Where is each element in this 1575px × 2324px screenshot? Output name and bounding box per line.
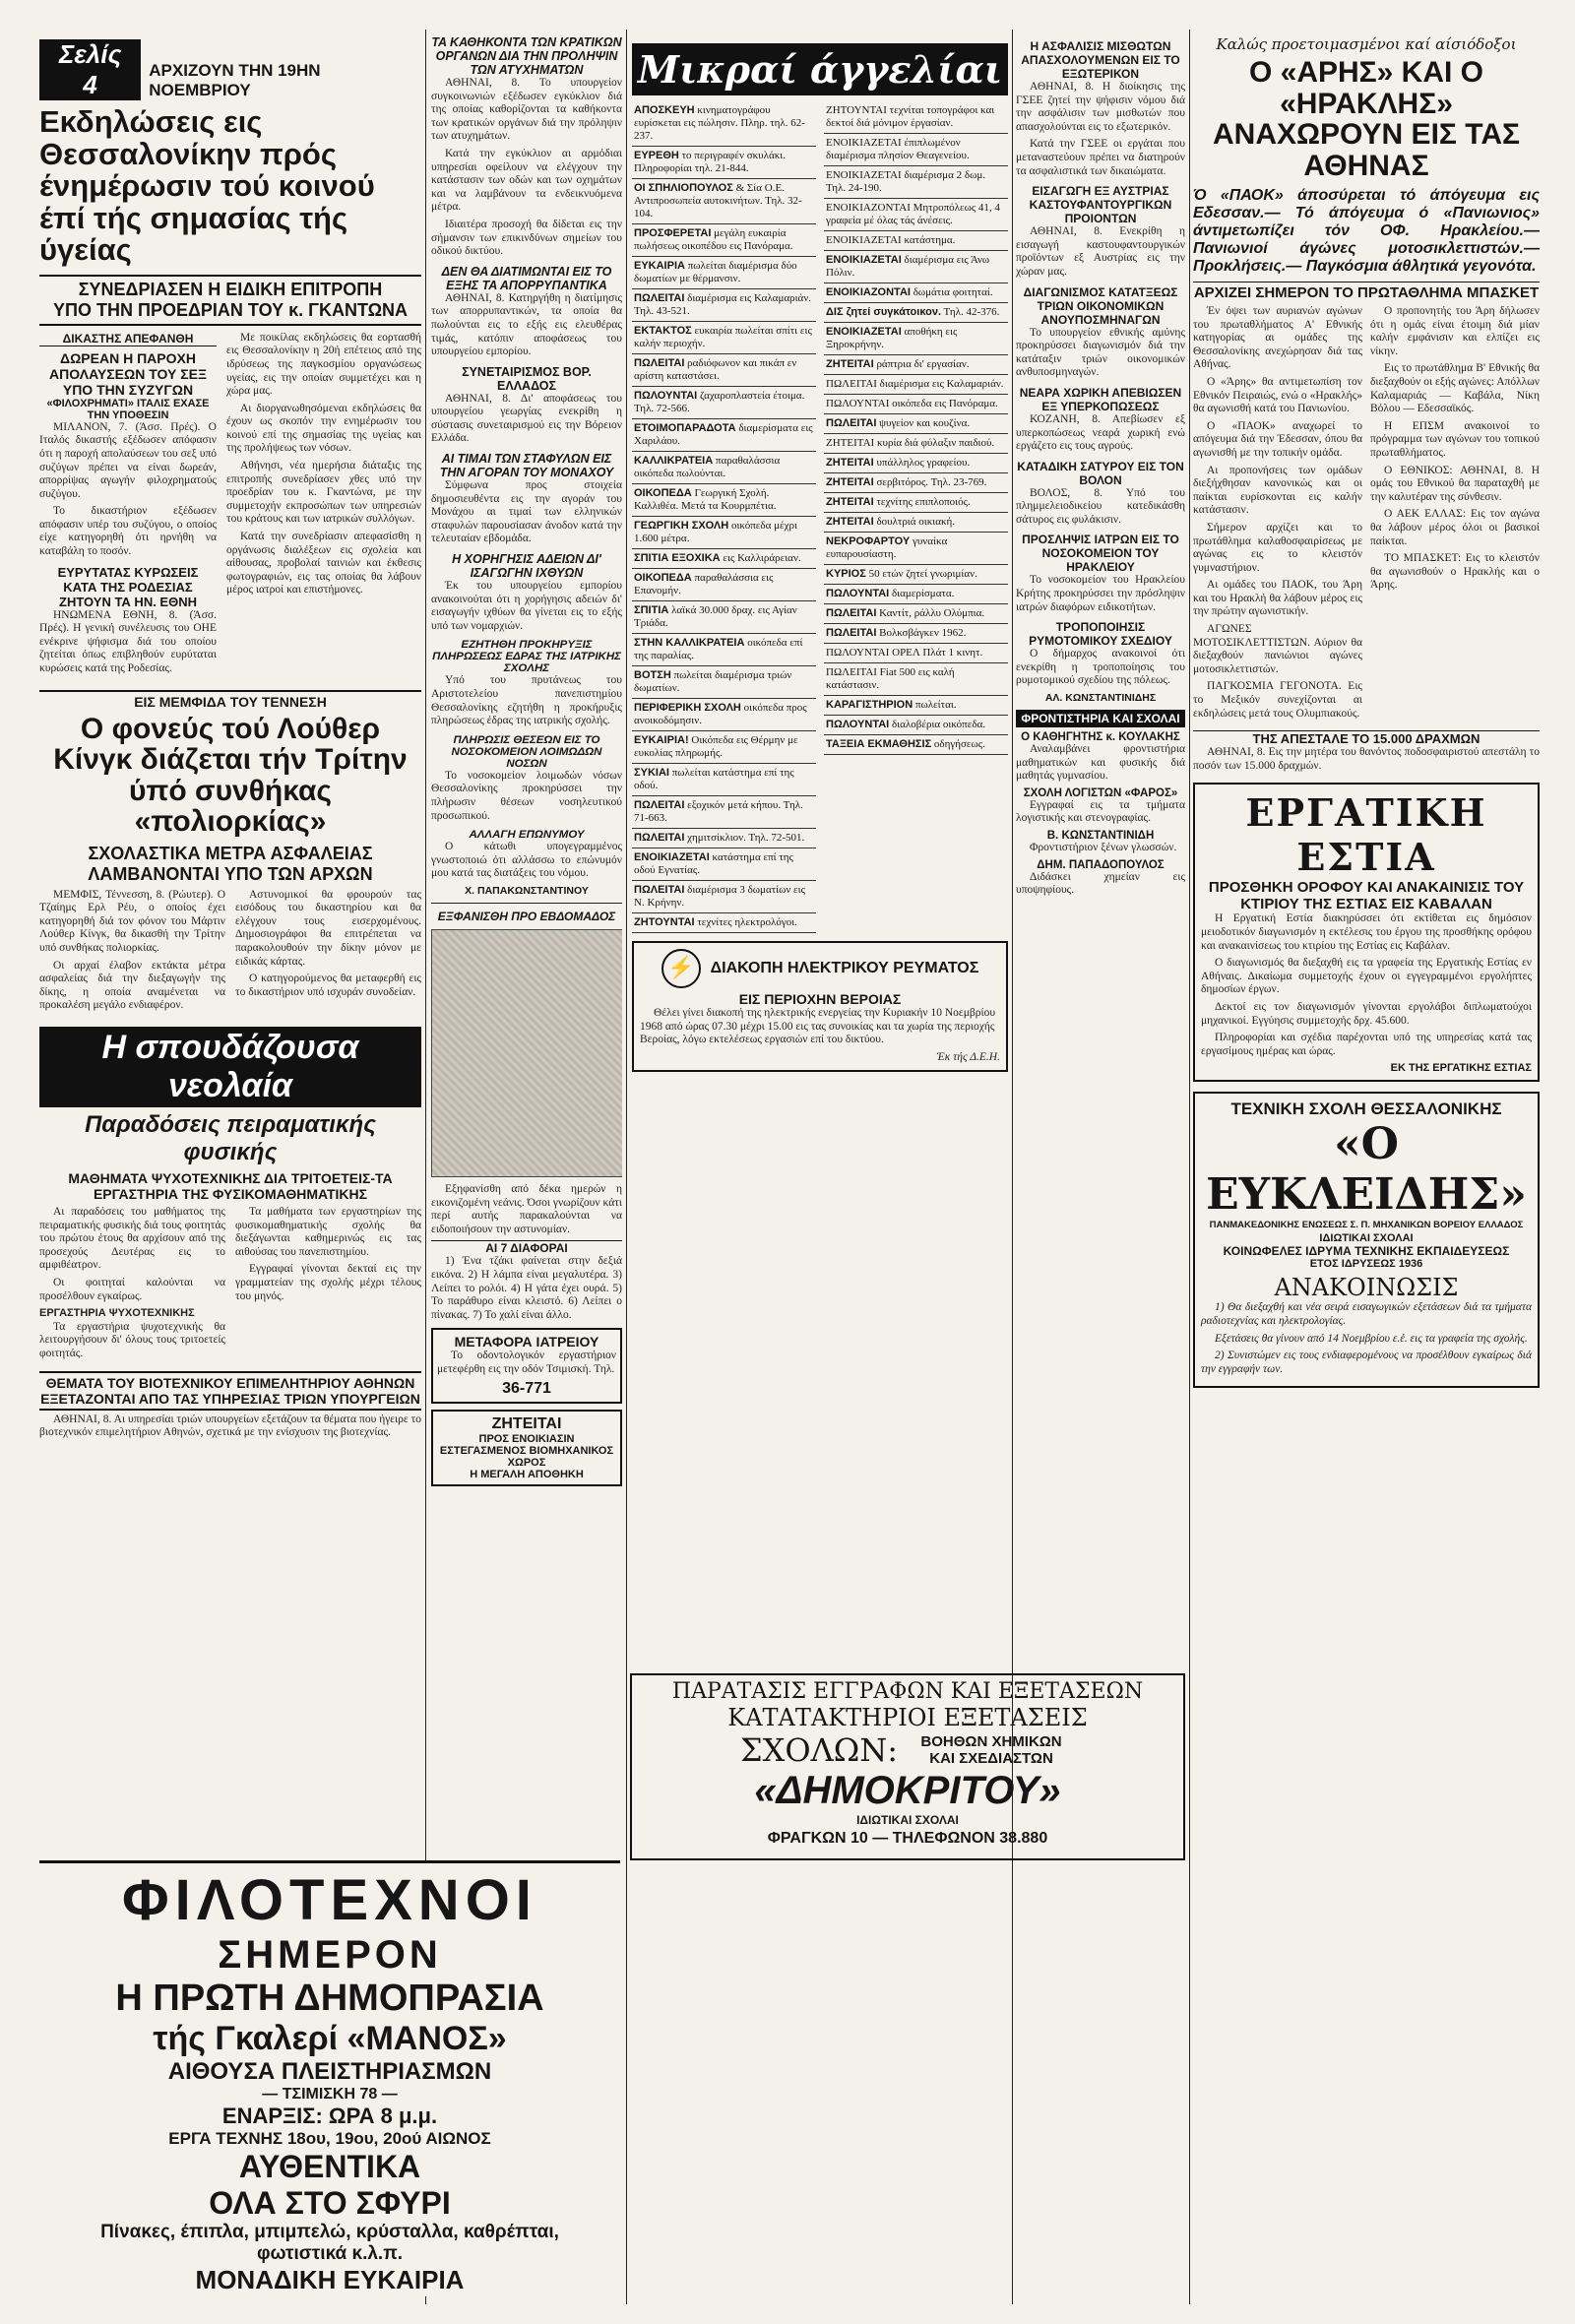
column-5 [1193,0,1540,2324]
classified-ad: ΠΩΛΕΙΤΑΙ εξοχικόν μετά κήπου. Τηλ. 71-663. [632,796,816,829]
classifieds-banner: Μικραί άγγελίαι [632,43,1008,95]
article-body: ΑΘΗΝΑΙ, 8. Δι' αποφάσεως του υπουργείου γεωργίας ενεκρίθη η σύστασις συνεταιρισμού εις την Βόρειον Ελλάδα. [431,392,622,445]
signature: Χ. ΠΑΠΑΚΩΝΣΤΑΝΤΙΝΟΥ [465,884,589,897]
article-body: ΑΘΗΝΑΙ, 8. Το υπουργείον συγκοινωνιών εξέδωσεν εγκύκλιον διά της οποίας καθορίζονται τα καθήκοντα των κρατικών οργάνων διά την πρόληψιν των ατυχημάτων. Κατά την εγκύκλιον αι αρμόδιαι υπηρεσίαι οφείλουν να ελέγχουν την κατάστασιν των οδών και των οχημάτων και να λαμβάνουν τα ενδεικνυόμενα μέτρα. Ιδιαιτέρα προσοχή θα δίδεται εις την σήμανσιν των επικινδύνων σημείων του οδικού δικτύου. [431,77,622,258]
article-body: Έκ του υπουργείου εμπορίου ανακοινούται ότι η χορήγησις αδειών δι' εισαγωγήν ιχθύων θα γίνεται εις το εξής υπό των νομαρχιών. [431,580,622,632]
classified-ad: ΟΙΚΟΠΕΔΑ Γεωργική Σχολή. Καλλιθέα. Μετά τα Κουρμπέτια. [632,484,816,517]
ad-line: ΚΟΙΝΩΦΕΛΕΣ ΙΔΡΥΜΑ ΤΕΧΝΙΚΗΣ ΕΚΠΑΙΔΕΥΣΕΩΣ [1223,1244,1510,1259]
article-body: Με ποικίλας εκδηλώσεις θα εορτασθή εις Θεσσαλονίκην η 20ή επέτειος από της ιδρύσεως της παγκοσμίου οργανώσεως υγείας, εις την οποίαν συμμετέχει και η χώρα μας. Αι διοργανωθησόμεναι εκδηλώσεις θα έχουν ως σκοπόν την ενημέρωσιν του κοινού επί της σημασίας της υγείας και της προλήψεως των νόσων. Αθήνησι, νέα ημερήσια διάταξις της επιτροπής συνεδρίασεν χθες υπό την προεδρίαν του κ. Γκαντώνα, με την συμμετοχήν εκπροσώπων των υπηρεσιών του κράτους και των ιατρικών συλλόγων. Κατά την συνεδρίασιν απεφασίσθη η οργάνωσις διαλέξεων εις σχολεία και αίθουσας, προβολαί ταινιών και έκθεσις φωτογραφιών, εις τας οποίας θα λάβουν μέρος ιατροί και επιστήμονες. [226,331,421,597]
classified-ad: ΠΩΛΕΙΤΑΙ διαμέρισμα 3 δωματίων εις Ν. Κρήνην. [632,881,816,913]
article-subhead: ΣΧΟΛΑΣΤΙΚΑ ΜΕΤΡΑ ΑΣΦΑΛΕΙΑΣ [88,843,373,863]
article-subhead: ΑΡΧΙΖΕΙ ΣΗΜΕΡΟΝ ΤΟ ΠΡΩΤΑΘΛΗΜΑ ΜΠΑΣΚΕΤ [1193,282,1540,301]
section-banner: ΦΡΟΝΤΙΣΤΗΡΙΑ ΚΑΙ ΣΧΟΛΑΙ [1016,710,1185,727]
article-body: Το υπουργείον εθνικής αμύνης προκηρύσσει διαγωνισμόν διά την κατάταξιν τριών οικονομικών ανθυποσμηναγών. [1016,326,1185,379]
article-headline: ΚΑΤΑΔΙΚΗ ΣΑΤΥΡΟΥ ΕΙΣ ΤΟΝ ΒΟΛΟΝ [1017,459,1184,487]
classified-ad: ΖΗΤΕΙΤΑΙ δουλτριά οικιακή. [824,513,1008,533]
column-3 [632,0,1008,1664]
column-2 [431,0,622,1860]
lightning-icon: ⚡ [662,949,701,988]
classified-ad: ΠΩΛΟΥΝΤΑΙ ζαχαροπλαστεία έτοιμα. Τηλ. 72-566. [632,387,816,419]
notice-title: ΕΡΓΑΤΙΚΗ ΕΣΤΙΑ [1245,790,1487,880]
article-headline: ΣΥΝΕΤΑΙΡΙΣΜΟΣ ΒΟΡ. ΕΛΛΑΔΟΣ [462,364,592,393]
article-headline: Η ΧΟΡΗΓΗΣΙΣ ΑΔΕΙΩΝ ΔΙ' ΙΣΑΓΩΓΗΝ ΙΧΘΥΩΝ [452,552,601,581]
ad-line: — ΤΣΙΜΙΣΚΗ 78 — [262,2086,398,2103]
article-body: Αναλαμβάνει φροντιστήρια μαθηματικών και φυσικής διά μαθητάς γυμνασίου. [1016,743,1185,783]
classified-ad: ΕΝΟΙΚΙΑΖΕΤΑΙ διαμέρισμα εις Άνω Πόλιν. [824,251,1008,283]
ad-title: ΖΗΤΕΙΤΑΙ [491,1415,562,1433]
article-body: ΑΘΗΝΑΙ, 8. Αι υπηρεσίαι τριών υπουργείων εξετάζουν τα θέματα που ήγειρε το βιοτεχνικόν επιμελητήριον Αθηνών, σχετικά με την ενίσχυσιν της βιοτεχνίας. [39,1413,421,1439]
article-headline: ΕΙΣΑΓΩΓΗ ΕΞ ΑΥΣΤΡΙΑΣ ΚΑΣΤΟΥΦΑΝΤΟΥΡΓΙΚΩΝ ΠΡΟΙΟΝΤΩΝ [1029,184,1172,226]
ad-line: Πίνακες, έπιπλα, μπιμπελώ, κρύσταλλα, καθρέπται, φωτιστικά κ.λ.π. [100,2222,559,2264]
article-headline: ΔΕΝ ΘΑ ΔΙΑΤΙΜΩΝΤΑΙ ΕΙΣ ΤΟ ΕΞΗΣ ΤΑ ΑΠΟΡΡΥΠΑΝΤΙΚΑ [441,264,612,292]
article-headline: ΔΩΡΕΑΝ Η ΠΑΡΟΧΗ ΑΠΟΛΑΥΣΕΩΝ ΤΟΥ ΣΕΞ ΥΠΟ ΤΗΝ ΣΥΖΥΓΩΝ [49,349,207,398]
notice-signoff: ΕΚ ΤΗΣ ΕΡΓΑΤΙΚΗΣ ΕΣΤΙΑΣ [1390,1062,1532,1075]
classified-ad: ΠΩΛΕΙΤΑΙ ραδιόφωνον και πικάπ εν αρίστη καταστάσει. [632,354,816,387]
classified-ad: ΕΝΟΙΚΙΑΖΟΝΤΑΙ δωμάτια φοιτηταί. [824,283,1008,303]
classified-ad: ΠΩΛΕΙΤΑΙ ψυγείον και κουζίνα. [824,414,1008,434]
classified-ad: ΠΩΛΟΥΝΤΑΙ διαμερίσματα. [824,585,1008,604]
classified-ad: ΔΙΣ ζητεί συγκάτοικον. Τηλ. 42-376. [824,303,1008,323]
article-body: ΜΙΛΑΝΟΝ, 7. (Άσσ. Πρές). Ο Ιταλός δικαστής εξέδωσεν απόφασιν ότι η παροχή απολαύσεων του σεξ υπό συζύγων πρέπει να είναι δωρεάν, απορρίψας αγωγήν φιλοχρηματούς συζύγου. Το δικαστήριον εξέδωσεν απόφασιν υπέρ του συζύγου, ο οποίος είχε κατηγορηθή ότι ηρνήθη να καταβάλη το ποσόν. [39,420,217,558]
classified-ad: ΣΠΙΤΙΑ ΕΞΟΧΙΚΑ εις Καλλιράρειαν. [632,549,816,569]
article-headline: ΑΙ 7 ΔΙΑΦΟΡΑΙ [431,1240,622,1255]
classified-ad: ΕΥΚΑΙΡΙΑ! Οικόπεδα εις Θέρμην με ευκολίας πληρωμής. [632,731,816,764]
article-body: ΜΕΜΦΙΣ, Τέννεσση, 8. (Ρώυτερ). Ο Τζαίημς Ερλ Ρέυ, ο οποίος έχει κατηγορηθή διά τον φόνον του Μάρτιν Λούθερ Κίνγκ, θα δικασθή την Τρίτην υπό συνθήκας πολιορκίας. Οι αρχαί έλαβον εκτάκτα μέτρα ασφαλείας διά την διεξαγωγήν της δίκης, η οποία αναμένεται να προκαλέση μεγάλο ενδιαφέρον. [39,888,225,1012]
main-headline: Εκδηλώσεις εις Θεσσαλονίκην πρός ένημέρωσιν τού κοινού έπί τής σημασίας τής ύγείας [39,104,375,268]
article-body: ΒΟΛΟΣ, 8. Υπό του πλημμελειοδικείου κατεδικάσθη σάτυρος εις φυλάκισιν. [1016,486,1185,526]
tutor-name: ΔΗΜ. ΠΑΠΑΔΟΠΟΥΛΟΣ [1037,858,1165,871]
classified-ad: ΕΝΟΙΚΙΑΖΕΤΑΙ έπιπλωμένον διαμέρισμα πλησίον Θεαγενείου. [824,134,1008,166]
portrait-photo [431,929,622,1177]
article-body: ΗΝΩΜΕΝΑ ΕΘΝΗ, 8. (Άσσ. Πρές). Η γενική συνέλευσις του ΟΗΕ ενέκρινε ψήφισμα διά του οποίου ζητείται όπως επιβληθούν ευρύταται κυρώσεις κατά της Ροδεσίας. [39,608,217,675]
article-headline: ΠΛΗΡΩΣΙΣ ΘΕΣΕΩΝ ΕΙΣ ΤΟ ΝΟΣΟΚΟΜΕΙΟΝ ΛΟΙΜΩΔΩΝ ΝΟΣΩΝ [451,733,602,770]
article-body: ΑΘΗΝΑΙ, 8. Εις την μητέρα του θανόντος ποδοσφαιριστού απεστάλη το ποσόν των 15.000 δραχμών. [1193,746,1540,772]
classified-ad: ΠΩΛΟΥΝΤΑΙ διαλοβέρια οικόπεδα. [824,716,1008,735]
workers-hearth-notice [1193,783,1540,1082]
transfer-ad [431,1328,622,1404]
classified-ad: ΣΠΙΤΙΑ λαϊκά 30.000 δραχ. εις Αγίαν Τριάδα. [632,601,816,634]
classified-ad: ΠΩΛΕΙΤΑΙ Βολκσβάγκεν 1962. [824,624,1008,644]
ad-line: ΜΟΝΑΔΙΚΗ ΕΥΚΑΙΡΙΑ [195,2265,465,2294]
tutor-name: Β. ΚΩΝΣΤΑΝΤΙΝΙΔΗ [1046,830,1155,842]
sports-deck: Ό «ΠΑΟΚ» άποσύρεται τό άπόγευμα εις Εδεσσαν.— Τό άπόγευμα ό «Πανιωνιος» άντιμετωπίζει τόν ΟΦ. Ηρακλείου.— Πανιωνιοί άγώνες μοτοσικλεττιστών.— Προκλήσεις.— Παγκόσμια άθλητικά γεγονότα. [1193,187,1540,275]
ad-line: Η ΠΡΩΤΗ ΔΗΜΟΠΡΑΣΙΑ [115,1978,544,2019]
ad-body: Το οδοντολογικόν εργαστήριον μετεφέρθη εις την οδόν Τσιμισκή. Τηλ. [437,1350,616,1375]
article-subhead: ΜΑΘΗΜΑΤΑ ΨΥΧΟΤΕΧΝΙΚΗΣ ΔΙΑ ΤΡΙΤΟΕΤΕΙΣ-ΤΑ ΕΡΓΑΣΤΗΡΙΑ ΤΗΣ ΦΥΣΙΚΟΜΑΘΗΜΑΤΙΚΗΣ [68,1169,393,1202]
article-subhead: ΛΑΜΒΑΝΟΝΤΑΙ ΥΠΟ ΤΩΝ ΑΡΧΩΝ [88,863,373,884]
ad-title: «Ο ΕΥΚΛΕΙΔΗΣ» [1206,1119,1527,1221]
classified-ad: ΠΡΟΣΦΕΡΕΤΑΙ μεγάλη ευκαιρία πωλήσεως οικοπέδου εις Πανόραμα. [632,224,816,257]
article-headline: ΤΗΣ ΑΠΕΣΤΑΛΕ ΤΟ 15.000 ΔΡΑΧΜΩΝ [1193,730,1540,746]
article-body: Ο προπονητής του Άρη δήλωσεν ότι η ομάς είναι έτοιμη διά μίαν καλήν εμφάνισιν και ελπίζει εις νίκην. Εις το πρωτάθλημα Β' Εθνικής θα διεξαχθούν οι εξής αγώνες: Απόλλων Καλαμαριάς — Καβάλα, Νίκη Βόλου — Εδεσσαϊκός. Η ΕΠΣΜ ανακοινοί το πρόγραμμα των αγώνων του τοπικού πρωταθλήματος. Ο ΕΘΝΙΚΟΣ: ΑΘΗΝΑΙ, 8. Η ομάς του Εθνικού θα παραταχθή με την καλυτέραν της σύνθεσιν. Ο ΑΕΚ ΕΛΛΑΣ: Εις τον αγώνα θα λάβουν μέρος όλοι οι βασικοί παίκται. ΤΟ ΜΠΑΣΚΕΤ: Εις το κλειστόν θα αγωνισθούν ο Ηρακλής και ο Άρης. [1370,305,1540,592]
article-headline: Παραδόσεις πειραματικής φυσικής [85,1110,376,1165]
classified-ad: ΚΑΛΛΙΚΡΑΤΕΙΑ παραθαλάσσια οικόπεδα πωλούνται. [632,452,816,484]
article-body: Αι παραδόσεις του μαθήματος της πειραματικής φυσικής διά τους φοιτητάς του πρώτου έτους θα αρχίσουν από της προσεχούς Δευτέρας εις το αμφιθέατρον. Οι φοιτηταί καλούνται να προσέλθουν εγκαίρως. ΕΡΓΑΣΤΗΡΙΑ ΨΥΧΟΤΕΧΝΙΚΗΣ Τα εργαστήρια ψυχοτεχνικής θα λειτουργήσουν δι' όλους τους τριτοετείς φοιτητάς. [39,1205,225,1359]
classified-ad: ΚΥΡΙΟΣ 50 ετών ζητεί γνωριμίαν. [824,565,1008,585]
classified-ad: ΝΕΚΡΟΦΑΡΤΟΥ γυναίκα ευπαρουσίαστη. [824,533,1008,565]
article-headline: ΕΥΡΥΤΑΤΑΣ ΚΥΡΩΣΕΙΣ ΚΑΤΑ ΤΗΣ ΡΟΔΕΣΙΑΣ ΖΗΤΟΥΝ ΤΑ ΗΝ. ΕΘΝΗ [57,564,199,609]
classified-ad: ΕΤΟΙΜΟΠΑΡΑΔΟΤΑ διαμερίσματα εις Χαριλάου. [632,419,816,452]
article-body: Εξηφανίσθη από δέκα ημερών η εικονιζομένη νεάνις. Όσοι γνωρίζουν κάτι περί αυτής παρακαλούνται να ειδοποιήσουν την αστυνομίαν. [431,1182,622,1235]
notice-signoff: Έκ τής Δ.Ε.Η. [936,1050,1000,1063]
classifieds-column [632,101,816,933]
ad-line: ΕΝΑΡΞΙΣ: ΩΡΑ 8 μ.μ. [221,2104,438,2128]
article-body: Τα μαθήματα των εργαστηρίων της φυσικομαθηματικής σχολής θα διεξάγωνται καθημερινώς εις τας αιθούσας του πανεπιστημίου. Εγγραφαί γίνονται δεκταί εις την γραμματείαν της σχολής μέχρι τέλους του μηνός. [235,1205,421,1302]
article-headline: ΘΕΜΑΤΑ ΤΟΥ ΒΙΟΤΕΧΝΙΚΟΥ ΕΠΙΜΕΛΗΤΗΡΙΟΥ ΑΘΗΝΩΝ ΕΞΕΤΑΖΟΝΤΑΙ ΑΠΟ ΤΑΣ ΥΠΗΡΕΣΙΑΣ ΤΡΙΩΝ ΥΠΟΥΡΓΕΙΩΝ [39,1371,421,1411]
article-body: Αστυνομικοί θα φρουρούν τας εισόδους του δικαστηρίου και θα ελέγχουν τους εισερχομένους. Δημοσιογράφοι θα επιτρέπεται να παρακολουθούν την δίκην μόνον με ειδικάς κάρτας. Ο κατηγορούμενος θα μεταφερθή εις το δικαστήριον υπό ισχυράν συνοδείαν. [235,888,421,998]
subhead: ΥΠΟ ΤΗΝ ΠΡΟΕΔΡΙΑΝ ΤΟΥ κ. ΓΚΑΝΤΩΝΑ [39,300,421,326]
ad-line: ΒΟΗΘΩΝ ΧΗΜΙΚΩΝ ΚΑΙ ΣΧΕΔΙΑΣΤΩΝ [920,1733,1062,1767]
subhead: ΣΥΝΕΔΡΙΑΣΕΝ Η ΕΙΔΙΚΗ ΕΠΙΤΡΟΠΗ [39,275,421,300]
article-body: ΑΘΗΝΑΙ, 8. Κατηργήθη η διατίμησις των απορρυπαντικών, τα οποία θα πωλούνται εις το εξής εις ελευθέρας τιμάς, κατόπιν αποφάσεως του υπουργείου εμπορίου. [431,291,622,358]
classified-ad: ΖΗΤΕΙΤΑΙ υπάλληλος γραφείου. [824,454,1008,473]
notice-subtitle: ΕΙΣ ΠΕΡΙΟΧΗΝ ΒΕΡΟΙΑΣ [738,991,902,1007]
article-body: Ο κάτωθι υπογεγραμμένος γνωστοποιώ ότι αλλάσσω το επώνυμόν μου κατά τας διατάξεις του νόμου. [431,841,622,880]
ad-title: ΦΙΛΟΤΕΧΝΟΙ [122,1868,537,1932]
ad-title: ΜΕΤΑΦΟΡΑ ΙΑΤΡΕΙΟΥ [454,1334,599,1350]
article-body: Ο δήμαρχος ανακοινοί ότι ενεκρίθη η τροποποίησις του ρυμοτομικού σχεδίου της πόλεως. [1016,648,1185,687]
classified-ad: ΠΩΛΕΙΤΑΙ Καντίτ, ράλλυ Ολύμπια. [824,604,1008,624]
classified-ad: ΕΚΤΑΚΤΟΣ ευκαιρία πωλείται σπίτι εις καλήν περιοχήν. [632,322,816,354]
classified-ad: ΖΗΤΕΙΤΑΙ ράπτρια δι' εργασίαν. [824,355,1008,375]
section-label: ΕΡΓΑΣΤΗΡΙΑ ΨΥΧΟΤΕΧΝΙΚΗΣ [39,1307,195,1320]
date-line: ΑΡΧΙΖΟΥΝ ΤΗΝ 19ΗΝ ΝΟΕΜΒΡΙΟΥ [149,61,321,99]
article-headline: ΤΡΟΠΟΠΟΙΗΣΙΣ ΡΥΜΟΤΟΜΙΚΟΥ ΣΧΕΔΙΟΥ [1029,620,1172,649]
ad-line: ΟΛΑ ΣΤΟ ΣΦΥΡΙ [209,2185,451,2221]
ad-line: ΣΗΜΕΡΟΝ [218,1933,442,1977]
classified-ad: ΠΕΡΙΦΕΡΙΚΗ ΣΧΟΛΗ οικόπεδα προς ανοικοδόμησιν. [632,699,816,731]
classified-ad: ΕΝΟΙΚΙΑΖΕΤΑΙ κατάστημα επί της οδού Εγνατίας. [632,848,816,881]
classified-ad: ΕΝΟΙΚΙΑΖΕΤΑΙ διαμέρισμα 2 δωμ. Τηλ. 24-190. [824,166,1008,199]
classified-ad: ΕΝΟΙΚΙΑΖΕΤΑΙ κατάστημα. [824,231,1008,251]
ad-subtitle: ΑΝΑΚΟΙΝΩΣΙΣ [1274,1274,1459,1302]
classified-ad: ΕΥΚΑΙΡΙΑ πωλείται διαμέρισμα δύο δωματίων με θέρμανσιν. [632,257,816,289]
classified-ad: ΟΙΚΟΠΕΔΑ παραθαλάσσια εις Επανομήν. [632,569,816,601]
classified-ad: ΖΗΤΕΙΤΑΙ κυρία διά φύλαξιν παιδιού. [824,434,1008,454]
section-label: ΕΙΣ ΜΕΜΦΙΔΑ ΤΟΥ ΤΕΝΝΕΣΗ [39,690,421,710]
ad-line: ΠΑΡΑΤΑΣΙΣ ΕΓΓΡΑΦΩΝ ΚΑΙ ΕΞΕΤΑΣΕΩΝ [671,1679,1144,1704]
classified-ad: ΕΥΡΕΘΗ το περιγραφέν σκυλάκι. Πληροφορίαι τηλ. 21-844. [632,147,816,179]
classified-ad: ΖΗΤΟΥΝΤΑΙ τεχνίται τοπογράφοι και δεκτοί διά μόνιμον έργασίαν. [824,101,1008,134]
article-body: ΚΟΖΑΝΗ, 8. Απεβίωσεν εξ υπερκοπώσεως νεαρά χωρική ενώ εργάζετο εις τους αγρούς. [1016,412,1185,453]
sports-headline: Ο «ΑΡΗΣ» ΚΑΙ Ο «ΗΡΑΚΛΗΣ» ΑΝΑΧΩΡΟΥΝ ΕΙΣ ΤΑΣ ΑΘΗΝΑΣ [1212,56,1521,182]
article-headline: ΔΙΑΓΩΝΙΣΜΟΣ ΚΑΤΑΤΞΕΩΣ ΤΡΙΩΝ ΟΙΚΟΝΟΜΙΚΩΝ ΑΝΟΥΠΟΣΜΗΝΑΓΩΝ [1023,284,1178,327]
article-body: Το νοσοκομείον λοιμωδών νόσων Θεσσαλονίκης προκηρύσσει την πλήρωσιν θέσεων νοσηλευτικού προσωπικού. [431,769,622,822]
classified-ad: ΠΩΛΟΥΝΤΑΙ ΟΡΕΛ Πλάτ 1 κινητ. [824,644,1008,663]
wanted-ad [431,1410,622,1486]
signature: ΑΛ. ΚΩΝΣΤΑΝΤΙΝΙΔΗΣ [1044,692,1157,705]
article-kicker: Καλώς προετοιμασμένοι καί αίσιόδοξοι [1216,35,1517,53]
ad-line: ΑΥΘΕΝΤΙΚΑ [238,2149,421,2184]
page-badge: Σελίς 4 [39,39,141,100]
article-headline: Η ΑΣΦΑΛΙΣΙΣ ΜΙΣΘΩΤΩΝ ΑΠΑΣΧΟΛΟΥΜΕΝΩΝ ΕΙΣ ΤΟ ΕΞΩΤΕΡΙΚΟΝ [1021,39,1180,81]
ad-line: ΙΔΙΩΤΙΚΑΙ ΣΧΟΛΑΙ [1319,1232,1414,1245]
classified-ad: ΤΑΞΕΙΑ ΕΚΜΑΘΗΣΙΣ οδηγήσεως. [824,735,1008,755]
article-body: Το νοσοκομείον του Ηρακλείου Κρήτης προκηρύσσει την πρόσληψιν ιατρών διαφόρων ειδικοτήτων. [1016,574,1185,613]
classified-ad: ΠΩΛΕΙΤΑΙ διαμέρισμα εις Καλαμαριάν. [824,375,1008,395]
article-body: ΑΘΗΝΑΙ, 8. Ενεκρίθη η εισαγωγή καστουφαντουργικών προϊόντων εξ Αυστρίας εις την χώραν μας. [1016,225,1185,278]
ad-line: Η ΜΕΓΑΛΗ ΑΠΟΘΗΚΗ [470,1469,584,1481]
notice-body: Θέλει γίνει διακοπή της ηλεκτρικής ενεργείας την Κυριακήν 10 Νοεμβρίου 1968 από ώρας 07.30 μέχρι 15.00 εις τας συνοικίας και τα χωρία της περιοχής Βεροίας, λόγω εκτελέσεως εργασιών επί του δικτύου. [640,1007,996,1046]
auction-ad [39,1860,620,2296]
ad-line: ΕΤΟΣ ΙΔΡΥΣΕΩΣ 1936 [1309,1258,1423,1271]
section-banner: Η σπουδάζουσα νεολαία [39,1027,421,1107]
classifieds-column [824,101,1008,933]
article-headline: ΑΛΛΑΓΗ ΕΠΩΝΥΜΟΥ [469,829,585,842]
article-body: ΑΘΗΝΑΙ, 8. Η διοίκησις της ΓΣΕΕ ζητεί την ψήφισιν νόμου διά την ασφάλισιν των μισθωτών που απασχολούνται εις το εξωτερικόν. Κατά την ΓΣΕΕ οι εργάται που μεταναστεύουν πρέπει να διατηρούν τα ασφαλιστικά των δικαιώματα. [1016,81,1185,177]
classified-ad: ΚΑΡΑΓΙΣΤΗΡΙΟΝ πωλείται. [824,696,1008,716]
ad-line: ΤΕΧΝΙΚΗ ΣΧΟΛΗ ΘΕΣΣΑΛΟΝΙΚΗΣ [1230,1099,1502,1119]
ad-body: 1) Θα διεξαχθή και νέα σειρά εισαγωγικών εξετάσεων διά τα τμήματα ραδιοτεχνίας και ηλεκτρολογίας. Εξετάσεις θα γίνουν από 14 Νοεμβρίου ε.έ. εις τα γραφεία της σχολής. 2) Συνιστώμεν εις τους ενδιαφερομένους να προσέλθουν εγκαίρως διά την εγγραφήν των. [1201,1301,1532,1375]
column-rule [626,30,627,2304]
column-rule [1012,30,1013,2304]
column-4 [1016,0,1185,1664]
tutor-name: ΣΧΟΛΗ ΛΟΓΙΣΤΩΝ «ΦΑΡΟΣ» [1023,786,1178,799]
article-subhead: «ΦΙΛΟΧΡΗΜΑΤΙ» ΙΤΑΛΙΣ ΕΧΑΣΕ ΤΗΝ ΥΠΟΘΕΣΙΝ [46,397,210,421]
classified-ad: ΖΗΤΕΙΤΑΙ σερβιτόρος. Τηλ. 23-769. [824,473,1008,493]
article-headline: ΤΑ ΚΑΘΗΚΟΝΤΑ ΤΩΝ ΚΡΑΤΙΚΩΝ ΟΡΓΑΝΩΝ ΔΙΑ ΤΗΝ ΠΡΟΛΗΨΙΝ ΤΩΝ ΑΤΥΧΗΜΑΤΩΝ [431,35,622,77]
article-body: Υπό του πρυτάνεως του Αριστοτελείου πανεπιστημίου Θεσσαλονίκης εζητήθη η προκήρυξις πληρώσεως έδρας της ιατρικής σχολής. [431,674,622,727]
article-headline: ΠΡΟΣΛΗΨΙΣ ΙΑΤΡΩΝ ΕΙΣ ΤΟ ΝΟΣΟΚΟΜΕΙΟΝ ΤΟΥ ΗΡΑΚΛΕΙΟΥ [1022,533,1179,575]
article-body: Σύμφωνα προς στοιχεία δημοσιευθέντα εις την αγοράν του Μονάχου αι τιμαί των ελληνικών σταφυλών παρουσίασαν άνοδον κατά την τελευταίαν εβδομάδα. [431,479,622,545]
article-body: Διδάσκει χημείαν εις υποψηφίους. [1016,870,1185,897]
classified-ad: ΖΗΤΕΙΤΑΙ τεχνίτης επιπλοποιός. [824,493,1008,513]
classified-ad: ΕΝΟΙΚΙΑΖΕΤΑΙ αποθήκη εις Ξηροκρήνην. [824,323,1008,355]
article-body: 1) Ένα τζάκι φαίνεται στην δεξιά εικόνα. 2) Η λάμπα είναι μεγαλυτέρα. 3) Λείπει το ρολόι. 4) Η γάτα έχει ουρά. 5) Το παράθυρο είναι κλειστό. 6) Λείπει ο πίνακας. 7) Το χαλί είναι άλλο. [431,1255,622,1321]
ad-line: ΣΧΟΛΩΝ: [739,1731,899,1769]
article-headline: ΑΙ ΤΙΜΑΙ ΤΩΝ ΣΤΑΦΥΛΩΝ ΕΙΣ ΤΗΝ ΑΓΟΡΑΝ ΤΟΥ ΜΟΝΑΧΟΥ [439,452,614,480]
ad-line: ΑΙΘΟΥΣΑ ΠΛΕΙΣΤΗΡΙΑΣΜΩΝ [167,2058,492,2085]
ad-line: ΠΡΟΣ ΕΝΟΙΚΙΑΣΙΝ ΕΣΤΕΓΑΣΜΕΝΟΣ ΒΙΟΜΗΧΑΝΙΚΟΣ ΧΩΡΟΣ [439,1433,614,1470]
article-body: Έν όψει των αυριανών αγώνων του πρωταθλήματος Α' Εθνικής κατηγορίας αι ομάδες της Θεσσαλονίκης ανεχώρησαν διά τας Αθήνας. Ο «Άρης» θα αντιμετωπίση τον Εθνικόν Πειραιώς, ενώ ο «Ηρακλής» θα αγωνισθή κατά του Πανιωνίου. Ο «ΠΑΟΚ» αναχωρεί το απόγευμα διά την Έδεσσαν, όπου θα αγωνισθή με την τοπικήν ομάδα. Αι προπονήσεις των ομάδων διεξήχθησαν κανονικώς και οι παίκται ευρίσκονται εις καλήν κατάστασιν. Σήμερον αρχίζει και το πρωτάθλημα καλαθοσφαιρίσεως με αγώνας εις το κλειστόν γυμναστήριον. Αι ομάδες του ΠΑΟΚ, του Άρη και του Ηρακλή θα λάβουν μέρος εις την πρώτην αγωνιστικήν. ΑΓΩΝΕΣ ΜΟΤΟΣΙΚΛΕΤΤΙΣΤΩΝ. Αύριον θα διεξαχθούν πανιώνιοι αγώνες μοτοσικλεττιστών. ΠΑΓΚΟΣΜΙΑ ΓΕΓΟΝΟΤΑ. Εις το Μεξικόν συνεχίζονται αι εκδηλώσεις μετά τους Ολυμπιακούς. [1193,305,1362,720]
article-headline: ΝΕΑΡΑ ΧΩΡΙΚΗ ΑΠΕΒΙΩΣΕΝ ΕΞ ΥΠΕΡΚΟΠΩΣΕΩΣ [1019,385,1182,413]
ad-title: «ΔΗΜΟΚΡΙΤΟΥ» [754,1769,1061,1812]
article-headline: ΕΞΦΑΝΙΣΘΗ ΠΡΟ ΕΒΔΟΜΑΔΟΣ [437,909,616,923]
article-body: Εγγραφαί εις τα τμήματα λογιστικής και στενογραφίας. [1016,798,1185,825]
article-headline: Ο φονεύς τού Λούθερ Κίνγκ διάζεται τήν Τρίτην ύπό συνθήκας «πολιορκίας» [53,712,408,839]
classified-ad: ΕΝΟΙΚΙΑΖΟΝΤΑΙ Μητροπόλεως 41, 4 γραφεία μέ όλας τάς άνέσεις. [824,199,1008,231]
classified-ad: ΠΩΛΕΙΤΑΙ χημιτσίκλιον. Τηλ. 72-501. [632,829,816,848]
classified-ad: ΣΥΚΙΑΙ πωλείται κατάστημα επί της οδού. [632,764,816,796]
ad-line: ΕΡΓΑ ΤΕΧΝΗΣ 18ου, 19ου, 20ού ΑΙΩΝΟΣ [168,2129,491,2148]
classified-ad: ΣΤΗΝ ΚΑΛΛΙΚΡΑΤΕΙΑ οικόπεδα επί της παραλίας. [632,634,816,666]
ad-line: ΙΔΙΩΤΙΚΑΙ ΣΧΟΛΑΙ [856,1813,959,1827]
classified-ad: ΒΟΤΣΗ πωλείται διαμέρισμα τριών δωματίων. [632,666,816,699]
classified-ad: ΖΗΤΟΥΝΤΑΙ τεχνίτες ηλεκτρολόγοι. [632,913,816,933]
section-label: ΔΙΚΑΣΤΗΣ ΑΠΕΦΑΝΘΗ [39,332,217,346]
ad-line: ΠΑΝΜΑΚΕΔΟΝΙΚΗΣ ΕΝΩΣΕΩΣ Σ. Π. ΜΗΧΑΝΙΚΩΝ ΒΟΡΕΙΟΥ ΕΛΛΑΔΟΣ [1209,1220,1524,1231]
ad-line: ΦΡΑΓΚΩΝ 10 — ΤΗΛΕΦΩΝΟΝ 38.880 [767,1830,1048,1847]
notice-title: ΔΙΑΚΟΠΗ ΗΛΕΚΤΡΙΚΟΥ ΡΕΥΜΑΤΟΣ [710,960,979,976]
tutor-name: Ο ΚΑΘΗΓΗΤΗΣ κ. ΚΟΥΛΑΚΗΣ [1021,731,1180,744]
notice-subtitle: ΠΡΟΣΘΗΚΗ ΟΡΟΦΟΥ ΚΑΙ ΑΝΑΚΑΙΝΙΣΙΣ ΤΟΥ ΚΤΙΡΙΟΥ ΤΗΣ ΕΣΤΙΑΣ ΕΙΣ ΚΑΒΑΛΑΝ [1208,879,1525,913]
article-headline: ΕΖΗΤΗΘΗ ΠΡΟΚΗΡΥΞΙΣ ΠΛΗΡΩΣΕΩΣ ΕΔΡΑΣ ΤΗΣ ΙΑΤΡΙΚΗΣ ΣΧΟΛΗΣ [432,639,621,675]
euclid-school-ad [1193,1092,1540,1388]
classified-ad: ΠΩΛΕΙΤΑΙ Fiat 500 εις καλή κατάστασιν. [824,663,1008,696]
classified-ad: ΠΩΛΕΙΤΑΙ διαμέρισμα εις Καλαμαριάν. Τηλ. 43-521. [632,289,816,322]
classified-ad: ΓΕΩΡΓΙΚΗ ΣΧΟΛΗ οικόπεδα μέχρι 1.600 μέτρα. [632,517,816,549]
ad-line: τής Γκαλερί «ΜΑΝΟΣ» [153,2020,507,2057]
phone-number: 36-771 [502,1380,551,1398]
ad-line: ΚΑΤΑΤΑΚΤΗΡΙΟΙ ΕΞΕΤΑΣΕΙΣ [727,1704,1088,1731]
notice-body: Η Εργατική Εστία διακηρύσσει ότι εκτίθεται εις δημόσιον μειοδοτικόν διαγωνισμόν η εκτέλεσις του έργου της προσθήκης ορόφου και ανακαινίσεως του κτιρίου της Εστίας εις Καβάλαν. Ο διαγωνισμός θα διεξαχθή εις τα γραφεία της Εργατικής Εστίας εν Αθήναις. Δικαίωμα συμμετοχής έχουν οι εγγεγραμμένοι εργολήπτες δημοσίων έργων. Δεκτοί εις τον διαγωνισμόν γίνονται εργολάβοι διπλωματούχοι μηχανικοί. Εγγύησις συμμετοχής δρχ. 45.600. Πληροφορίαι και σχέδια παρέχονται υπό της υπηρεσίας κατά τας εργασίμους ημέρας και ώρας. [1201,912,1532,1057]
power-outage-notice [632,941,1008,1072]
classified-ad: ΟΙ ΣΠΗΛΙΟΠΟΥΛΟΣ & Σία Ο.Ε. Αντιπροσωπεία αυτοκινήτων. Τηλ. 32-104. [632,179,816,224]
classified-ad: ΑΠΟΣΚΕΥΗ κινηματογράφου ευρίσκεται εις πώλησιν. Πληρ. τηλ. 62-237. [632,101,816,147]
article-body: Φροντιστήριον ξένων γλωσσών. [1030,842,1177,853]
classified-ad: ΠΩΛΟΥΝΤΑΙ οικόπεδα εις Πανόραμα. [824,395,1008,414]
column-rule [1189,30,1190,2304]
democritus-ad [630,1673,1185,1860]
